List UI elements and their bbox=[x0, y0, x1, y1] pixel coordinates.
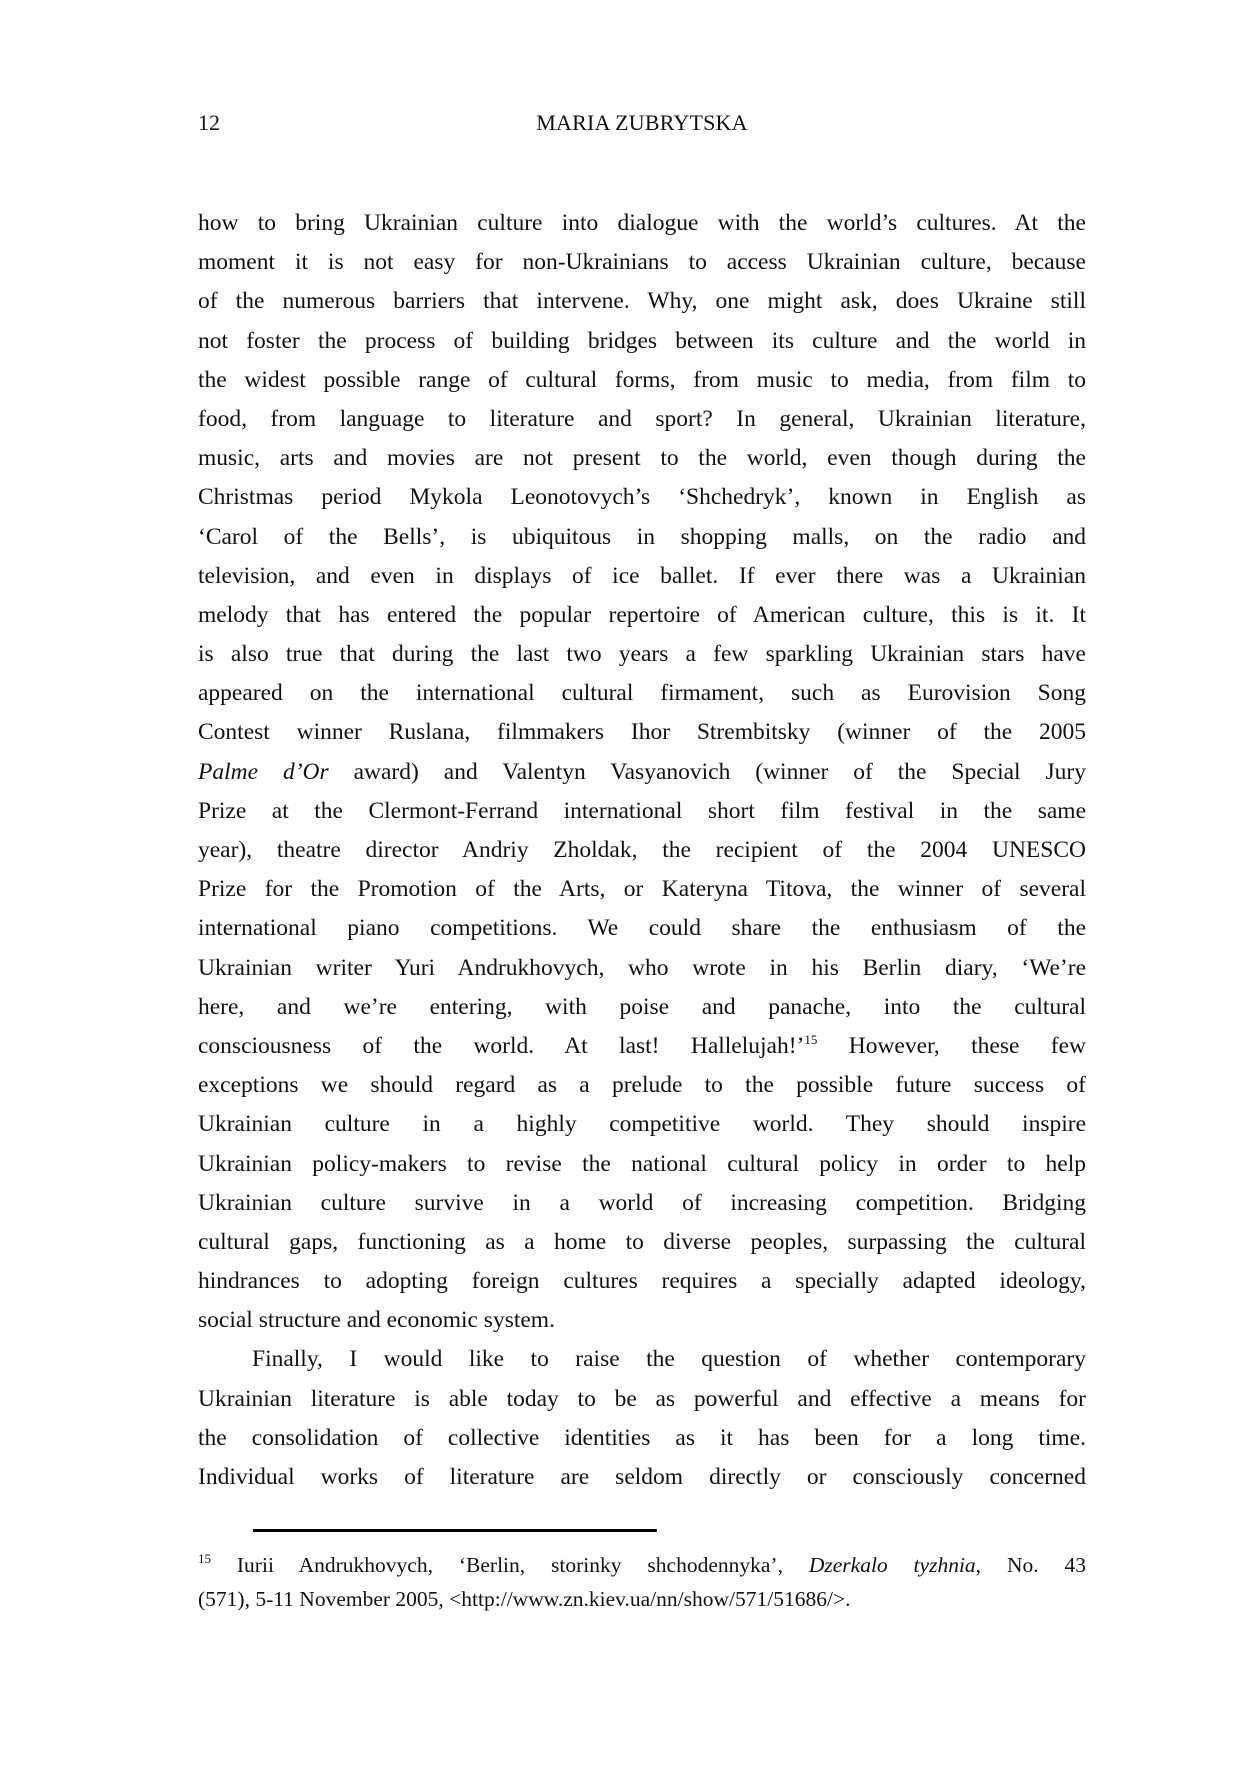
text-line: music, arts and movies are not present to the world, even though during the bbox=[198, 445, 1086, 472]
footnote-text: Iurii Andrukhovych, ‘Berlin, storinky shchodennyka’, bbox=[211, 1553, 809, 1577]
text-line bbox=[198, 1027, 1086, 1066]
text-line: Individual works of literature are seldom directly or consciously concerned bbox=[198, 1464, 1086, 1490]
footnote bbox=[198, 1548, 1086, 1616]
text-line: Prize for the Promotion of the Arts, or Kateryna Titova, the winner of several bbox=[198, 876, 1086, 903]
text-fragment: However, these few bbox=[817, 1032, 1086, 1059]
text-line: not foster the process of building bridges between its culture and the world in bbox=[198, 327, 1086, 354]
text-line: Finally, I would like to raise the question of whether contemporary bbox=[252, 1346, 1086, 1373]
text-fragment: award) and Valentyn Vasyanovich (winner of the Special Jury bbox=[328, 758, 1086, 785]
footnote-separator bbox=[253, 1529, 657, 1532]
footnote-text: (571), 5-11 November 2005, <http://www.zn.kiev.ua/nn/show/571/51686/>. bbox=[198, 1587, 851, 1611]
text-line: Christmas period Mykola Leonotovych’s ‘Shchedryk’, known in English as bbox=[198, 484, 1086, 511]
footnote-line bbox=[198, 1548, 1086, 1582]
text-line: year), theatre director Andriy Zholdak, the recipient of the 2004 UNESCO bbox=[198, 837, 1086, 863]
text-line: cultural gaps, functioning as a home to diverse peoples, surpassing the cultural bbox=[198, 1228, 1086, 1255]
text-line: Ukrainian culture survive in a world of increasing competition. Bridging bbox=[198, 1189, 1086, 1216]
text-line: the widest possible range of cultural forms, from music to media, from film to bbox=[198, 366, 1086, 393]
text-line: Prize at the Clermont-Ferrand international short film festival in the same bbox=[198, 797, 1086, 824]
text-line: international piano competitions. We could share the enthusiasm of the bbox=[198, 915, 1086, 942]
text-line: Ukrainian culture in a highly competitive world. They should inspire bbox=[198, 1111, 1086, 1138]
text-line bbox=[198, 753, 1086, 792]
footnote-number: 15 bbox=[198, 1551, 211, 1566]
text-line: Ukrainian writer Yuri Andrukhovych, who wrote in his Berlin diary, ‘We’re bbox=[198, 954, 1086, 981]
page-number: 12 bbox=[198, 110, 220, 135]
text-line: television, and even in displays of ice ballet. If ever there was a Ukrainian bbox=[198, 562, 1086, 589]
text-line: here, and we’re entering, with poise and panache, into the cultural bbox=[198, 993, 1086, 1020]
text-fragment: consciousness of the world. At last! Hallelujah!’ bbox=[198, 1032, 805, 1059]
running-title: MARIA ZUBRYTSKA bbox=[536, 110, 748, 135]
text-line: the consolidation of collective identities as it has been for a long time. bbox=[198, 1424, 1086, 1451]
footnote-reference[interactable]: 15 bbox=[804, 1031, 818, 1047]
text-line: exceptions we should regard as a prelude to the possible future success of bbox=[198, 1072, 1086, 1099]
text-line: moment it is not easy for non-Ukrainians to access Ukrainian culture, because bbox=[198, 249, 1086, 276]
body-text bbox=[198, 204, 1086, 1497]
text-line: is also true that during the last two years a few sparkling Ukrainian stars have bbox=[198, 641, 1086, 668]
footnote-text: , No. 43 bbox=[975, 1553, 1086, 1577]
text-line: Ukrainian literature is able today to be as powerful and effective a means for bbox=[198, 1385, 1086, 1412]
text-line: appeared on the international cultural firmament, such as Eurovision Song bbox=[198, 680, 1086, 707]
italic-title: Palme d’Or bbox=[198, 758, 329, 785]
footnote-journal-title: Dzerkalo tyzhnia bbox=[808, 1553, 976, 1577]
footnote-line bbox=[198, 1582, 1086, 1616]
text-line: hindrances to adopting foreign cultures requires a specially adapted ideology, bbox=[198, 1268, 1086, 1295]
text-line: food, from language to literature and sport? In general, Ukrainian literature, bbox=[198, 405, 1086, 432]
page-header bbox=[198, 110, 1086, 140]
text-line: social structure and economic system. bbox=[198, 1307, 555, 1334]
text-line: melody that has entered the popular repertoire of American culture, this is it. It bbox=[198, 601, 1086, 628]
text-line: how to bring Ukrainian culture into dialogue with the world’s cultures. At the bbox=[198, 210, 1086, 236]
text-line: of the numerous barriers that intervene. Why, one might ask, does Ukraine still bbox=[198, 288, 1086, 315]
text-line: ‘Carol of the Bells’, is ubiquitous in shopping malls, on the radio and bbox=[198, 523, 1086, 550]
text-line: Contest winner Ruslana, filmmakers Ihor Strembitsky (winner of the 2005 bbox=[198, 719, 1086, 746]
text-line: Ukrainian policy-makers to revise the national cultural policy in order to help bbox=[198, 1150, 1086, 1177]
